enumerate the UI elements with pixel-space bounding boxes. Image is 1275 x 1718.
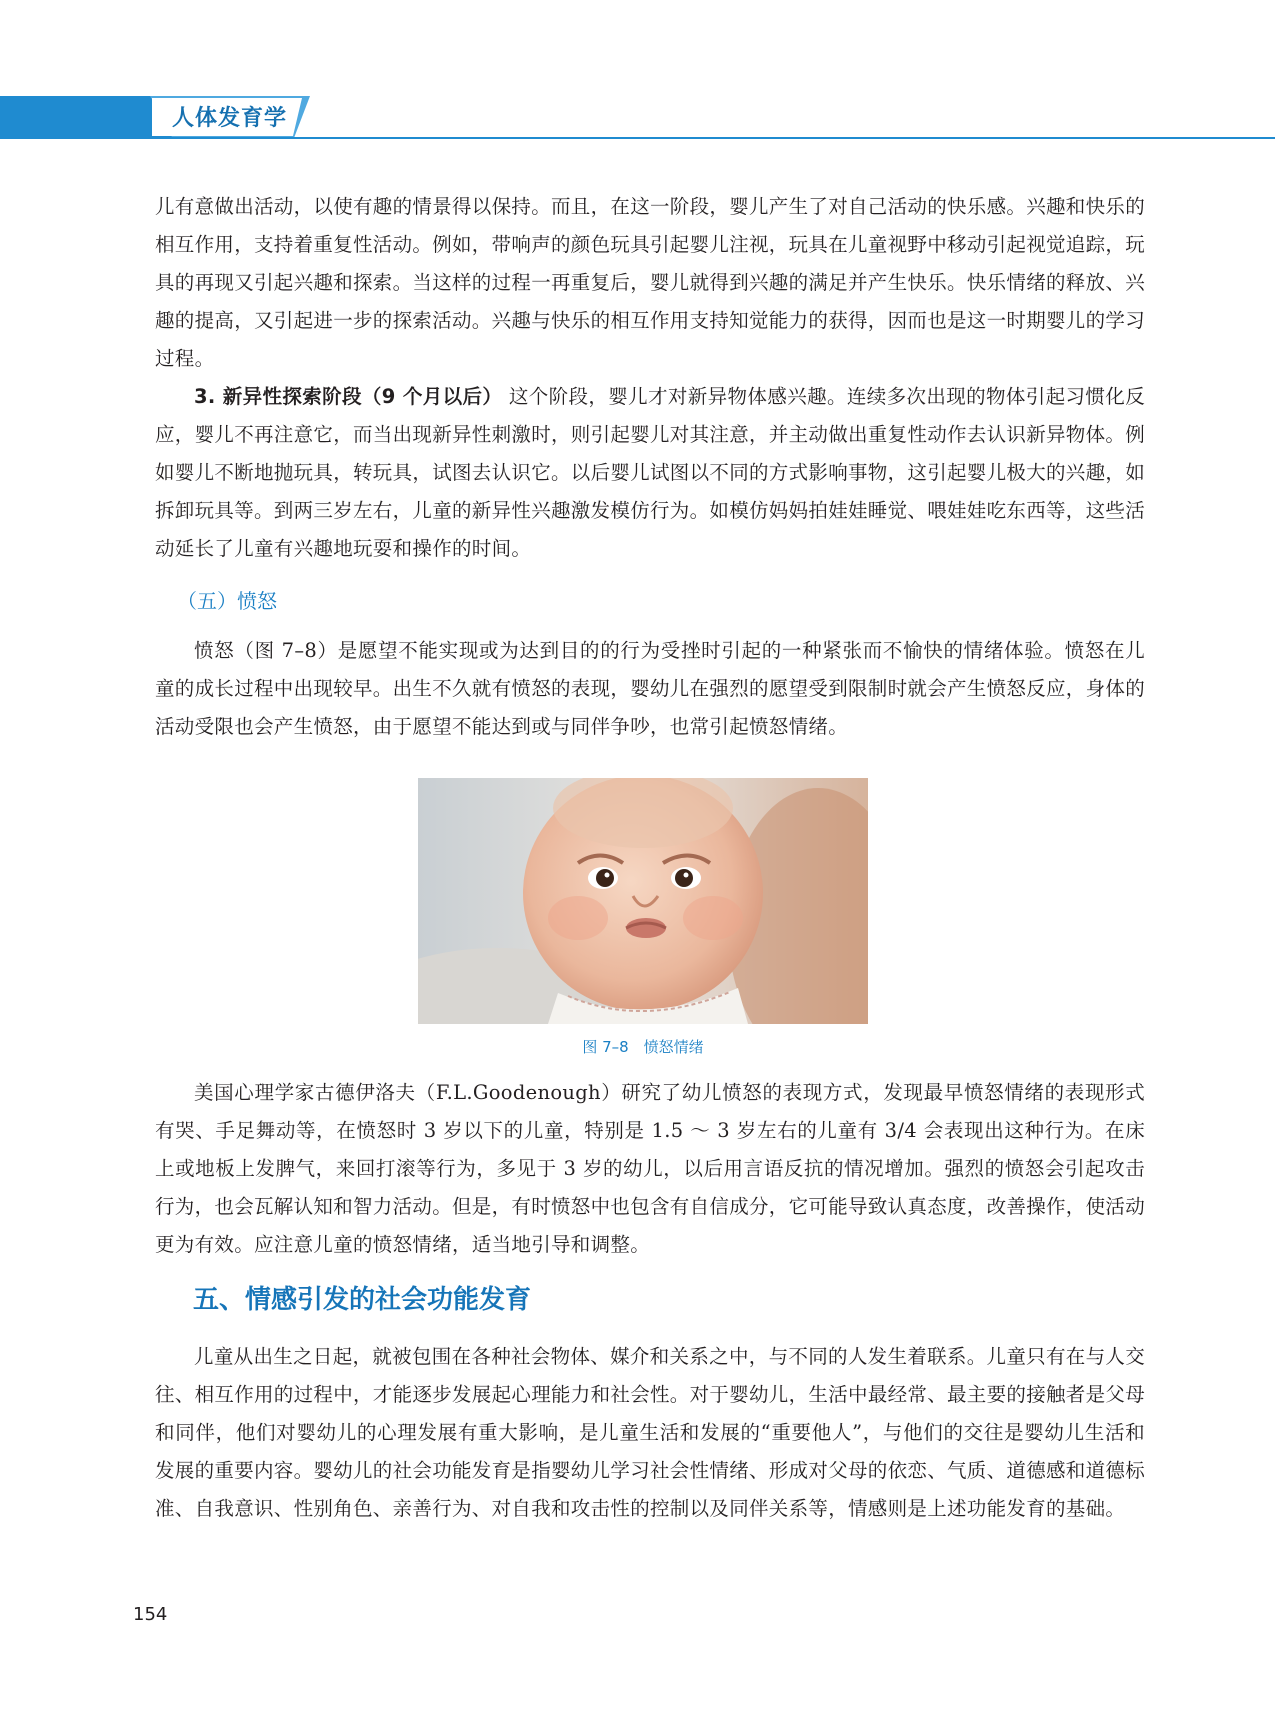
page-number: 154 xyxy=(133,1604,168,1625)
header-rule xyxy=(0,137,1275,139)
paragraph-interest-pleasure: 儿有意做出活动，以使有趣的情景得以保持。而且，在这一阶段，婴儿产生了对自己活动的快乐感。兴趣和快乐的相互作用，支持着重复性活动。例如，带响声的颜色玩具引起婴儿注视，玩具在儿童视野中移动引起视觉追踪，玩具的再现又引起兴趣和探索。当这样的过程一再重复后，婴儿就得到兴趣的满足并产生快乐。快乐情绪的释放、兴趣的提高，又引起进一步的探索活动。兴趣与快乐的相互作用支持知觉能力的获得，因而也是这一时期婴儿的学习过程。 xyxy=(155,195,1146,370)
paragraph-novelty-stage xyxy=(155,378,1145,568)
subsection-anger-title: （五）愤怒 xyxy=(177,589,277,613)
section-title-social-function: 五、情感引发的社会功能发育 xyxy=(193,1285,532,1315)
figure-angry-baby-photo xyxy=(418,778,868,1024)
paragraph-social-function: 儿童从出生之日起，就被包围在各种社会物体、媒介和关系之中，与不同的人发生着联系。儿童只有在与人交往、相互作用的过程中，才能逐步发展起心理能力和社会性。对于婴幼儿，生活中最经常、最主要的接触者是父母和同伴，他们对婴幼儿的心理发展有重大影响，是儿童生活和发展的“重要他人”，与他们的交往是婴幼儿生活和发展的重要内容。婴幼儿的社会功能发育是指婴幼儿学习社会性情绪、形成对父母的依恋、气质、道德感和道德标准、自我意识、性别角色、亲善行为、对自我和攻击性的控制以及同伴关系等，情感则是上述功能发育的基础。 xyxy=(155,1345,1146,1520)
novelty-stage-heading: 3. 新异性探索阶段（9 个月以后） xyxy=(194,385,503,408)
baby-photo-illustration xyxy=(418,778,868,1024)
lower-content xyxy=(155,1074,1145,1528)
novelty-stage-text: 这个阶段，婴儿才对新异物体感兴趣。连续多次出现的物体引起习惯化反应，婴儿不再注意它，而当出现新异性刺激时，则引起婴儿对其注意，并主动做出重复性动作去认识新异物体。例如婴儿不断地抛玩具，转玩具，试图去认识它。以后婴儿试图以不同的方式影响事物，这引起婴儿极大的兴趣，如拆卸玩具等。到两三岁左右，儿童的新异性兴趣激发模仿行为。如模仿妈妈拍娃娃睡觉、喂娃娃吃东西等，这些活动延长了儿童有兴趣地玩耍和操作的时间。 xyxy=(155,385,1146,560)
figure-caption: 图 7–8 愤怒情绪 xyxy=(582,1038,704,1056)
paragraph-goodenough: 美国心理学家古德伊洛夫（F.L.Goodenough）研究了幼儿愤怒的表现方式，发现最早愤怒情绪的表现形式有哭、手足舞动等，在愤怒时 3 岁以下的儿童，特别是 1.5 ～ 3 岁左右的儿童有 3/4 会表现出这种行为。在床上或地板上发脾气，来回打滚等行为，多见于 3 岁的幼儿，以后用言语反抗的情况增加。强烈的愤怒会引起攻击行为，也会瓦解认知和智力活动。但是，有时愤怒中也包含有自信成分，它可能导致认真态度，改善操作，使活动更为有效。应注意儿童的愤怒情绪，适当地引导和调整。 xyxy=(155,1081,1146,1256)
book-title: 人体发育学 xyxy=(172,106,288,131)
main-content xyxy=(155,188,1145,746)
paragraph-anger-intro: 愤怒（图 7–8）是愿望不能实现或为达到目的的行为受挫时引起的一种紧张而不愉快的情绪体验。愤怒在儿童的成长过程中出现较早。出生不久就有愤怒的表现，婴幼儿在强烈的愿望受到限制时就会产生愤怒反应，身体的活动受限也会产生愤怒，由于愿望不能达到或与同伴争吵，也常引起愤怒情绪。 xyxy=(155,639,1146,738)
